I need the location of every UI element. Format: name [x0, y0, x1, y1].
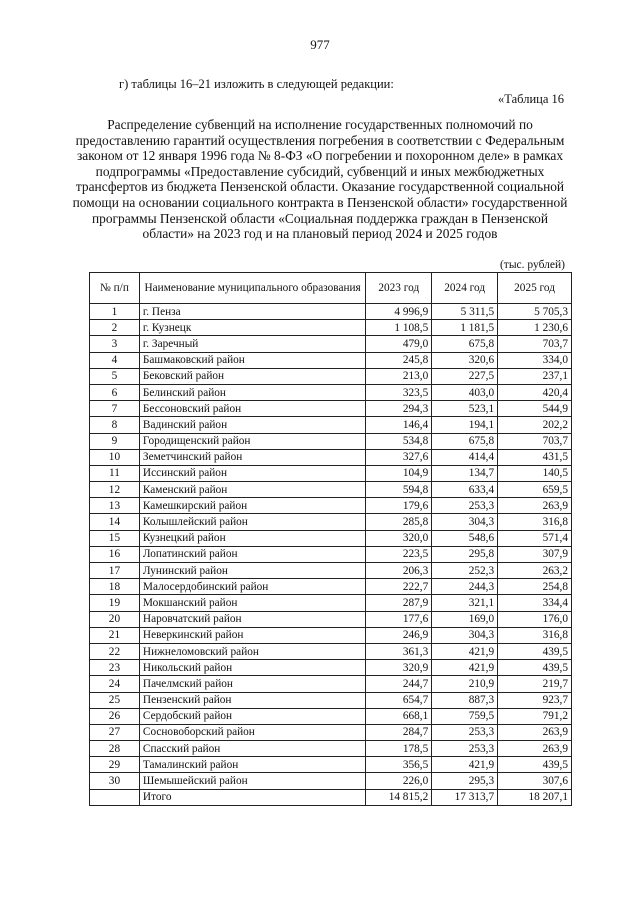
- value-2023: 654,7: [366, 692, 432, 708]
- municipality-name: Шемышейский район: [139, 773, 365, 789]
- value-2023: 223,5: [366, 546, 432, 562]
- table-body: [90, 304, 572, 790]
- table-row: [90, 514, 572, 530]
- row-number: 1: [90, 304, 140, 320]
- value-2023: 320,9: [366, 660, 432, 676]
- total-row: [90, 789, 572, 805]
- table-row: [90, 465, 572, 481]
- value-2025: 439,5: [498, 643, 572, 659]
- total-label: Итого: [139, 789, 365, 805]
- value-2024: 421,9: [432, 660, 498, 676]
- value-2025: 703,7: [498, 433, 572, 449]
- value-2025: 439,5: [498, 757, 572, 773]
- value-2025: 263,9: [498, 724, 572, 740]
- value-2025: 307,9: [498, 546, 572, 562]
- value-2024: 304,3: [432, 627, 498, 643]
- value-2023: 594,8: [366, 482, 432, 498]
- row-number: 7: [90, 401, 140, 417]
- row-number: 13: [90, 498, 140, 514]
- municipality-name: Наровчатский район: [139, 611, 365, 627]
- value-2025: 254,8: [498, 579, 572, 595]
- value-2025: 316,8: [498, 514, 572, 530]
- value-2024: 244,3: [432, 579, 498, 595]
- table-row: [90, 676, 572, 692]
- value-2024: 252,3: [432, 563, 498, 579]
- row-number: 12: [90, 482, 140, 498]
- municipality-name: Лопатинский район: [139, 546, 365, 562]
- value-2023: 244,7: [366, 676, 432, 692]
- value-2023: 206,3: [366, 563, 432, 579]
- row-number: 11: [90, 465, 140, 481]
- row-number: 16: [90, 546, 140, 562]
- row-number: 21: [90, 627, 140, 643]
- value-2024: 548,6: [432, 530, 498, 546]
- municipality-name: Камешкирский район: [139, 498, 365, 514]
- municipality-name: Земетчинский район: [139, 449, 365, 465]
- row-number: 27: [90, 724, 140, 740]
- value-2025: 263,2: [498, 563, 572, 579]
- value-2023: 104,9: [366, 465, 432, 481]
- value-2023: 479,0: [366, 336, 432, 352]
- header-municipality: Наименование муниципального образования: [139, 273, 365, 304]
- row-number: 2: [90, 320, 140, 336]
- intro-text: г) таблицы 16–21 изложить в следующей редакции:: [119, 77, 394, 91]
- page-number: 977: [310, 37, 330, 52]
- table-row: [90, 660, 572, 676]
- table-row: [90, 482, 572, 498]
- value-2023: 213,0: [366, 368, 432, 384]
- value-2023: 361,3: [366, 643, 432, 659]
- value-2024: 403,0: [432, 384, 498, 400]
- value-2025: 571,4: [498, 530, 572, 546]
- value-2025: 703,7: [498, 336, 572, 352]
- value-2024: 134,7: [432, 465, 498, 481]
- municipality-name: Тамалинский район: [139, 757, 365, 773]
- value-2024: 887,3: [432, 692, 498, 708]
- value-2025: 439,5: [498, 660, 572, 676]
- table-row: [90, 449, 572, 465]
- table-row: [90, 692, 572, 708]
- row-number: 8: [90, 417, 140, 433]
- units-label: (тыс. рублей): [499, 259, 565, 271]
- table-row: [90, 433, 572, 449]
- table-reference: «Таблица 16: [498, 92, 564, 106]
- municipality-name: Лунинский район: [139, 563, 365, 579]
- value-2024: 210,9: [432, 676, 498, 692]
- municipality-name: Башмаковский район: [139, 352, 365, 368]
- row-number: 18: [90, 579, 140, 595]
- row-number: 17: [90, 563, 140, 579]
- total-2023: 14 815,2: [366, 789, 432, 805]
- row-number: 20: [90, 611, 140, 627]
- value-2024: 675,8: [432, 336, 498, 352]
- table-row: [90, 611, 572, 627]
- row-number: 10: [90, 449, 140, 465]
- value-2024: 253,3: [432, 724, 498, 740]
- value-2025: 219,7: [498, 676, 572, 692]
- value-2024: 227,5: [432, 368, 498, 384]
- value-2024: 421,9: [432, 643, 498, 659]
- table-row: [90, 417, 572, 433]
- table-row: [90, 563, 572, 579]
- municipality-name: г. Кузнецк: [139, 320, 365, 336]
- row-number: 15: [90, 530, 140, 546]
- header-number: № п/п: [90, 273, 140, 304]
- table-row: [90, 498, 572, 514]
- value-2025: 544,9: [498, 401, 572, 417]
- value-2025: 237,1: [498, 368, 572, 384]
- table-row: [90, 530, 572, 546]
- municipality-name: Пачелмский район: [139, 676, 365, 692]
- value-2023: 178,5: [366, 741, 432, 757]
- value-2024: 253,3: [432, 741, 498, 757]
- row-number: 28: [90, 741, 140, 757]
- value-2023: 323,5: [366, 384, 432, 400]
- value-2023: 285,8: [366, 514, 432, 530]
- value-2024: 295,3: [432, 773, 498, 789]
- value-2023: 1 108,5: [366, 320, 432, 336]
- table-row: [90, 724, 572, 740]
- row-number: 19: [90, 595, 140, 611]
- table-row: [90, 643, 572, 659]
- table-row: [90, 579, 572, 595]
- value-2024: 253,3: [432, 498, 498, 514]
- value-2023: 4 996,9: [366, 304, 432, 320]
- value-2025: 334,4: [498, 595, 572, 611]
- value-2023: 320,0: [366, 530, 432, 546]
- value-2023: 668,1: [366, 708, 432, 724]
- table-row: [90, 708, 572, 724]
- row-number: 25: [90, 692, 140, 708]
- municipality-name: Пензенский район: [139, 692, 365, 708]
- value-2025: 316,8: [498, 627, 572, 643]
- value-2024: 295,8: [432, 546, 498, 562]
- table-row: [90, 352, 572, 368]
- municipality-name: Бековский район: [139, 368, 365, 384]
- value-2024: 1 181,5: [432, 320, 498, 336]
- table-row: [90, 304, 572, 320]
- table-row: [90, 401, 572, 417]
- municipality-name: г. Пенза: [139, 304, 365, 320]
- value-2024: 321,1: [432, 595, 498, 611]
- table-row: [90, 384, 572, 400]
- table-row: [90, 546, 572, 562]
- value-2025: 659,5: [498, 482, 572, 498]
- total-number: [90, 789, 140, 805]
- value-2023: 294,3: [366, 401, 432, 417]
- row-number: 3: [90, 336, 140, 352]
- row-number: 24: [90, 676, 140, 692]
- value-2025: 791,2: [498, 708, 572, 724]
- value-2023: 284,7: [366, 724, 432, 740]
- subvention-table: [89, 272, 572, 806]
- value-2024: 633,4: [432, 482, 498, 498]
- table-row: [90, 320, 572, 336]
- municipality-name: Сосновоборский район: [139, 724, 365, 740]
- row-number: 9: [90, 433, 140, 449]
- value-2024: 414,4: [432, 449, 498, 465]
- value-2024: 169,0: [432, 611, 498, 627]
- header-2023: 2023 год: [366, 273, 432, 304]
- municipality-name: Нижнеломовский район: [139, 643, 365, 659]
- municipality-name: Кузнецкий район: [139, 530, 365, 546]
- table-row: [90, 595, 572, 611]
- municipality-name: Никольский район: [139, 660, 365, 676]
- value-2024: 320,6: [432, 352, 498, 368]
- row-number: 23: [90, 660, 140, 676]
- value-2023: 146,4: [366, 417, 432, 433]
- value-2023: 327,6: [366, 449, 432, 465]
- row-number: 22: [90, 643, 140, 659]
- total-2025: 18 207,1: [498, 789, 572, 805]
- table-row: [90, 627, 572, 643]
- value-2024: 304,3: [432, 514, 498, 530]
- row-number: 30: [90, 773, 140, 789]
- value-2024: 194,1: [432, 417, 498, 433]
- value-2024: 523,1: [432, 401, 498, 417]
- municipality-name: Городищенский район: [139, 433, 365, 449]
- row-number: 26: [90, 708, 140, 724]
- municipality-name: Белинский район: [139, 384, 365, 400]
- municipality-name: Вадинский район: [139, 417, 365, 433]
- row-number: 5: [90, 368, 140, 384]
- municipality-name: Малосердобинский район: [139, 579, 365, 595]
- value-2025: 923,7: [498, 692, 572, 708]
- value-2023: 534,8: [366, 433, 432, 449]
- value-2025: 263,9: [498, 741, 572, 757]
- header-2024: 2024 год: [432, 273, 498, 304]
- municipality-name: Мокшанский район: [139, 595, 365, 611]
- value-2025: 5 705,3: [498, 304, 572, 320]
- value-2025: 263,9: [498, 498, 572, 514]
- table-row: [90, 368, 572, 384]
- total-2024: 17 313,7: [432, 789, 498, 805]
- municipality-name: Неверкинский район: [139, 627, 365, 643]
- table-row: [90, 773, 572, 789]
- municipality-name: Спасский район: [139, 741, 365, 757]
- value-2023: 177,6: [366, 611, 432, 627]
- table-header-row: [90, 273, 572, 304]
- value-2024: 421,9: [432, 757, 498, 773]
- value-2025: 307,6: [498, 773, 572, 789]
- value-2023: 287,9: [366, 595, 432, 611]
- value-2025: 334,0: [498, 352, 572, 368]
- row-number: 14: [90, 514, 140, 530]
- table-heading: Распределение субвенций на исполнение государственных полномочий по предоставлению гарантий осуществления погребения в соответствии с Федеральным законом от 12 января 1996 года № 8-ФЗ «О погребении и похоронном деле» в рамках подпрограммы «Предоставление субсидий, субвенций и иных межбюджетных трансфертов из бюджета Пензенской области. Оказание государственной социальной помощи на основании социального контракта в Пензенской области» государственной программы Пензенской области «Социальная поддержка граждан в Пензенской области» на 2023 год и на плановый период 2024 и 2025 годов: [72, 117, 568, 242]
- municipality-name: Сердобский район: [139, 708, 365, 724]
- row-number: 29: [90, 757, 140, 773]
- value-2023: 179,6: [366, 498, 432, 514]
- value-2023: 356,5: [366, 757, 432, 773]
- value-2024: 759,5: [432, 708, 498, 724]
- value-2025: 140,5: [498, 465, 572, 481]
- municipality-name: Каменский район: [139, 482, 365, 498]
- value-2023: 246,9: [366, 627, 432, 643]
- value-2025: 176,0: [498, 611, 572, 627]
- value-2024: 5 311,5: [432, 304, 498, 320]
- value-2025: 202,2: [498, 417, 572, 433]
- value-2023: 222,7: [366, 579, 432, 595]
- value-2025: 1 230,6: [498, 320, 572, 336]
- value-2023: 245,8: [366, 352, 432, 368]
- value-2025: 420,4: [498, 384, 572, 400]
- municipality-name: Бессоновский район: [139, 401, 365, 417]
- row-number: 4: [90, 352, 140, 368]
- value-2023: 226,0: [366, 773, 432, 789]
- row-number: 6: [90, 384, 140, 400]
- table-row: [90, 336, 572, 352]
- value-2025: 431,5: [498, 449, 572, 465]
- municipality-name: Иссинский район: [139, 465, 365, 481]
- table-row: [90, 741, 572, 757]
- table-row: [90, 757, 572, 773]
- municipality-name: г. Заречный: [139, 336, 365, 352]
- value-2024: 675,8: [432, 433, 498, 449]
- municipality-name: Колышлейский район: [139, 514, 365, 530]
- header-2025: 2025 год: [498, 273, 572, 304]
